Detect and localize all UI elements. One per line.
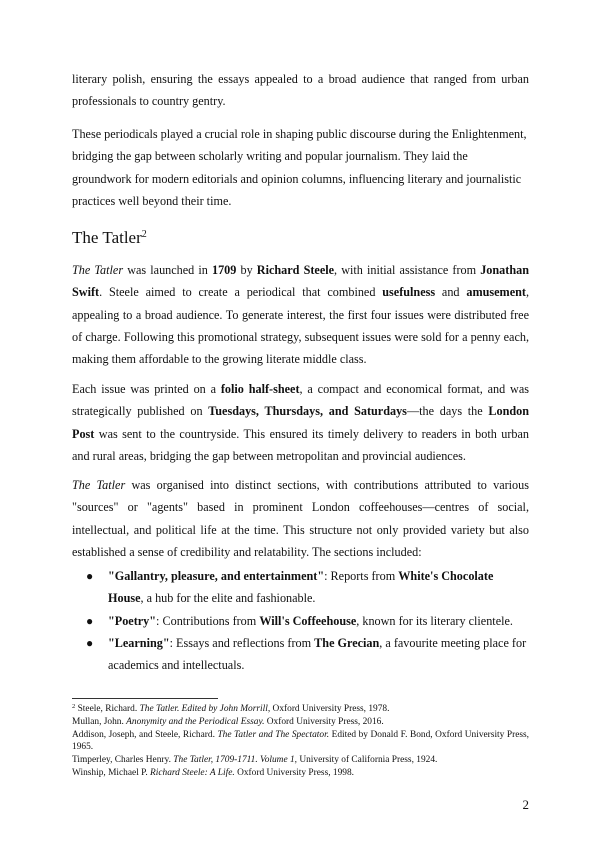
text-run: . Steele aimed to create a periodical that combined — [99, 285, 383, 300]
text-run: Steele, Richard. — [75, 704, 140, 714]
coffeehouse-name: Will's Coffeehouse — [259, 613, 357, 628]
text-run: : Reports from — [324, 569, 399, 583]
author-name: Richard Steele — [256, 263, 335, 277]
footnote-entry — [72, 767, 529, 779]
work-title: The Tatler and The Spectator. — [217, 730, 330, 740]
footnote-entry — [72, 703, 529, 715]
footnote-divider — [72, 698, 218, 699]
text-run: , appealing to a broad audience. To generate interest, the first four issues were distributed free of charge. Following this promotional strategy, subsequent issues were sold for a penny each, making them affordable to the growing literate middle class. — [72, 285, 529, 367]
text-run: Addison, Joseph, and Steele, Richard. — [72, 730, 218, 740]
paragraph-continuation: literary polish, ensuring the essays appealed to a broad audience that ranged from urban professionals to country gentry. — [72, 72, 529, 109]
section-label: "Learning" — [108, 635, 170, 650]
text-run: by — [236, 263, 257, 277]
footnote-marker: 2 — [72, 703, 76, 710]
text-run: Oxford University Press, 1978. — [270, 704, 390, 714]
bullet-icon: ● — [86, 613, 94, 628]
list-item — [72, 632, 529, 677]
text-run: Winship, Michael P. — [72, 768, 151, 778]
section-label: "Poetry" — [108, 613, 157, 628]
page-number: 2 — [522, 797, 529, 812]
text-run: Mullan, John. — [72, 717, 127, 727]
bullet-icon: ● — [86, 635, 94, 650]
coffeehouse-name: White's Chocolate House — [108, 569, 494, 606]
paragraph-issue-format — [72, 378, 529, 467]
text-run: Edited by Donald F. Bond, Oxford University Press, 1965. — [72, 730, 530, 752]
paragraph-sections — [72, 474, 529, 563]
launch-year: 1709 — [211, 263, 237, 277]
text-run: Each issue was printed on a — [72, 382, 221, 396]
text-run: , known for its literary clientele. — [356, 613, 513, 628]
text-run: Timperley, Charles Henry. — [72, 755, 174, 765]
text-run: , a hub for the elite and fashionable. — [140, 591, 316, 606]
text-run: Oxford University Press, 2016. — [264, 717, 384, 727]
work-title: Richard Steele: A Life. — [150, 768, 235, 778]
heading-text: The Tatler — [72, 228, 142, 247]
text-run: University of California Press, 1924. — [297, 755, 438, 765]
text-run: : Contributions from — [156, 613, 260, 628]
list-item — [72, 565, 529, 610]
paragraph-periodicals-role: These periodicals played a crucial role in shaping public discourse during the Enlightenment, bridging the gap between scholarly writing and popular journalism. They laid the groundwork for modern editorials and opinion columns, influencing literary and journalistic practices well beyond their time. — [72, 127, 527, 208]
footnote-entry — [72, 716, 529, 728]
text-run: : Essays and reflections from — [169, 635, 315, 650]
text-run: , a compact and economical format, and was strategically published on — [72, 382, 530, 419]
paragraph-tatler-launch — [72, 259, 529, 370]
text-run: Oxford University Press, 1998. — [234, 768, 354, 778]
text-run: was sent to the countryside. This ensured its timely delivery to readers in both urban and rural areas, bridging the gap between metropolitan and provincial audiences. — [72, 426, 529, 463]
work-title: Anonymity and the Periodical Essay. — [126, 717, 265, 727]
footnote-entry — [72, 754, 529, 766]
assistant-name: Jonathan Swift — [72, 263, 529, 300]
work-title: The Tatler. Edited by John Morrill, — [139, 704, 271, 714]
goal-amusement: amusement — [466, 285, 526, 300]
section-label: "Gallantry, pleasure, and entertainment" — [108, 569, 325, 583]
work-title: The Tatler, 1709-1711. Volume 1, — [173, 755, 297, 765]
coffeehouse-name: The Grecian — [314, 635, 380, 650]
text-run: , with initial assistance from — [334, 263, 481, 277]
goal-usefulness: usefulness — [382, 285, 436, 300]
print-format: folio half-sheet — [220, 382, 300, 396]
section-heading — [72, 226, 147, 250]
publication-days: Tuesdays, Thursdays, and Saturdays — [208, 404, 407, 419]
text-run: —the days the — [406, 404, 489, 419]
text-run: was launched in — [123, 263, 212, 277]
footnote-entry — [72, 729, 529, 753]
london-post: London Post — [72, 404, 530, 441]
sections-list — [72, 565, 529, 676]
bullet-icon: ● — [86, 569, 94, 583]
footnote-ref[interactable]: 2 — [141, 229, 147, 240]
text-run: , a favourite meeting place for academics and intellectuals. — [108, 635, 527, 673]
text-run: was organised into distinct sections, with contributions attributed to various "sources" or "agents" based in prominent London coffeehouses—centres of social, intellectual, and political life at the time. This structure not only provided variety but also established a sense of credibility and relatability. The sections included: — [72, 478, 529, 559]
periodical-title: The Tatler — [72, 263, 124, 277]
list-item — [72, 610, 529, 632]
footnotes — [72, 703, 529, 780]
text-run: and — [435, 285, 467, 300]
periodical-title: The Tatler — [72, 478, 126, 492]
